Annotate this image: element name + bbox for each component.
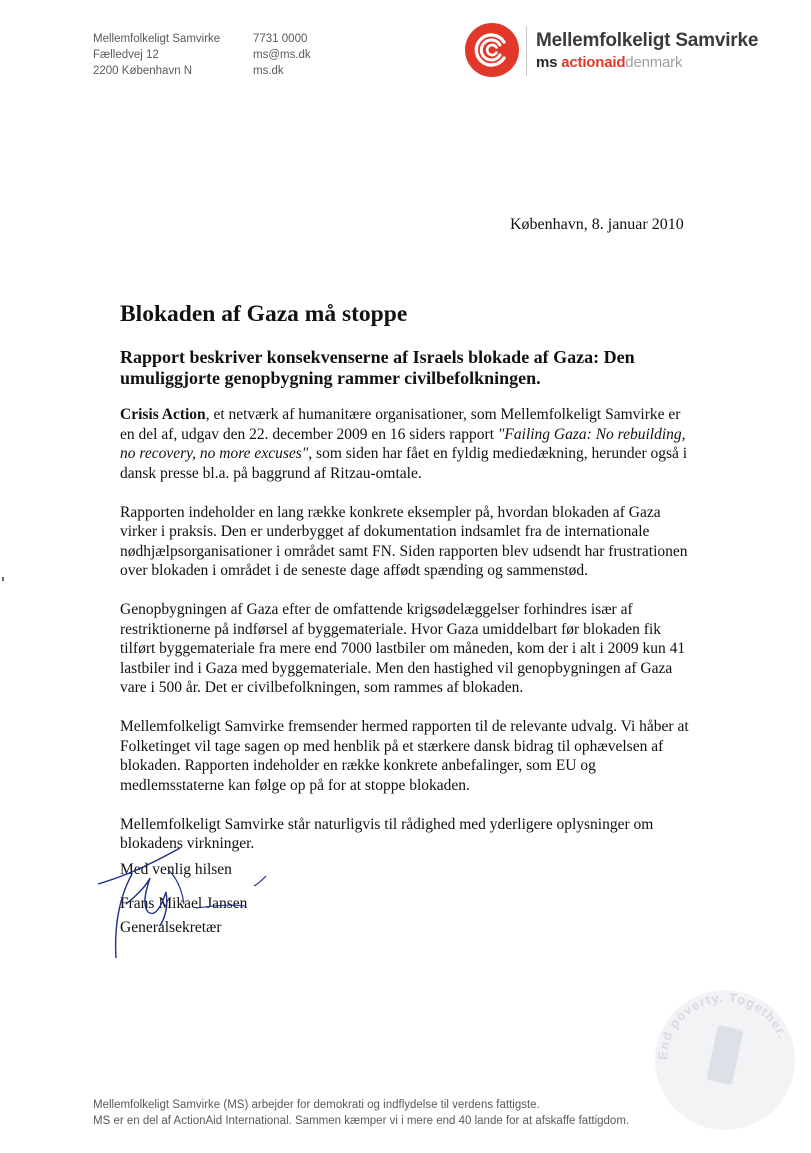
logo-sub-actionaid: actionaid (561, 54, 626, 71)
sender-email: ms@ms.dk (253, 49, 311, 61)
signatory-name: Frans Mikael Jansen (120, 895, 248, 912)
logo-divider (526, 26, 527, 76)
sender-address-line: Mellemfolkeligt Samvirke (93, 33, 221, 45)
logo-subline (536, 54, 682, 71)
sender-address-line: 2200 København N (93, 65, 193, 77)
body-text-span: , som siden har fået en fyldig mediedækning, herunder også i dansk presse bl.a. på baggrund af Ritzau-omtale. (120, 445, 688, 482)
letter-title: Blokaden af Gaza må stoppe (120, 301, 408, 327)
body-paragraph: Genopbygningen af Gaza efter de omfattende krigsødelæggelser forhindres især af restriktionerne på indførsel af byggemateriale. Hvor Gaza umiddelbart før blokaden fik tilført byggemateriale fra mere end 7000 lastbiler om måneden, kom der i alt i 2009 kun 41 lastbiler ind i Gaza med byggemateriale. Men den hastighed vil genopbygningen af Gaza vare i 500 år. Det er civilbefolkningen, som rammes af blokaden. (120, 601, 686, 696)
logo-sub-ms: ms (536, 54, 558, 71)
body-paragraph: Rapporten indeholder en lang række konkrete eksempler på, hvordan blokaden af Gaza virker i praksis. Den er underbygget af dokumentation indsamlet fra de internationale nødhjælpsorganisationer i området samt FN. Siden rapporten blev udsendt har frustrationen over blokaden i området i de seneste dage affødt spænding og sammenstød. (120, 503, 688, 579)
letter-date: København, 8. januar 2010 (510, 216, 684, 233)
footer-line: Mellemfolkeligt Samvirke (MS) arbejder for demokrati og indflydelse til verdens fattigste. (93, 1099, 540, 1111)
ms-swirl-logo-icon (464, 22, 520, 78)
body-paragraph: Mellemfolkeligt Samvirke står naturligvis til rådighed med yderligere oplysninger om blokadens virkninger. (120, 815, 654, 852)
letter-footer (93, 1097, 629, 1129)
crisis-action-name: Crisis Action (120, 406, 206, 423)
sender-website: ms.dk (253, 65, 284, 77)
footer-line: MS er en del af ActionAid International. Sammen kæmper vi i mere end 40 lande for at afskaffe fattigdom. (93, 1115, 630, 1127)
logo-org-name: Mellemfolkeligt Samvirke (536, 30, 759, 51)
letter-subtitle: Rapport beskriver konsekvenserne af Israels blokade af Gaza: Den umuliggjorte genopbygning rammer civilbefolkningen. (120, 347, 635, 388)
scan-edge-mark (2, 577, 4, 581)
body-text-span: , et netværk af humanitære organisationer, som Mellemfolkeligt Samvirke er en del af, udgav den 22. december 2009 en 16 siders rapport (120, 406, 681, 443)
organization-logo (464, 22, 804, 80)
logo-sub-country: denmark (625, 54, 683, 71)
sender-address-line: Fælledvej 12 (93, 49, 159, 61)
stamp-text: End poverty. Together. (654, 989, 791, 1061)
end-poverty-stamp-icon (650, 985, 800, 1135)
signatory-role: Generalsekretær (120, 919, 222, 936)
closing-greeting: Med venlig hilsen (120, 861, 232, 878)
body-paragraph: Mellemfolkeligt Samvirke fremsender hermed rapporten til de relevante udvalg. Vi håber at Folketinget vil tage sagen op med henblik på et stærkere dansk bidrag til ophævelsen af blokaden. Rapporten indeholder en række konkrete anbefalinger, som EU og medlemsstaterne kan følge op på for at stoppe blokaden. (120, 718, 689, 794)
sender-address (93, 31, 220, 79)
letter-body (120, 405, 690, 873)
report-title: "Failing Gaza: No rebuilding, no recovery, no more excuses" (120, 425, 686, 462)
letter-closing (120, 858, 247, 940)
sender-phone: 7731 0000 (253, 33, 308, 45)
sender-contact (253, 31, 311, 79)
body-paragraph (120, 405, 690, 483)
